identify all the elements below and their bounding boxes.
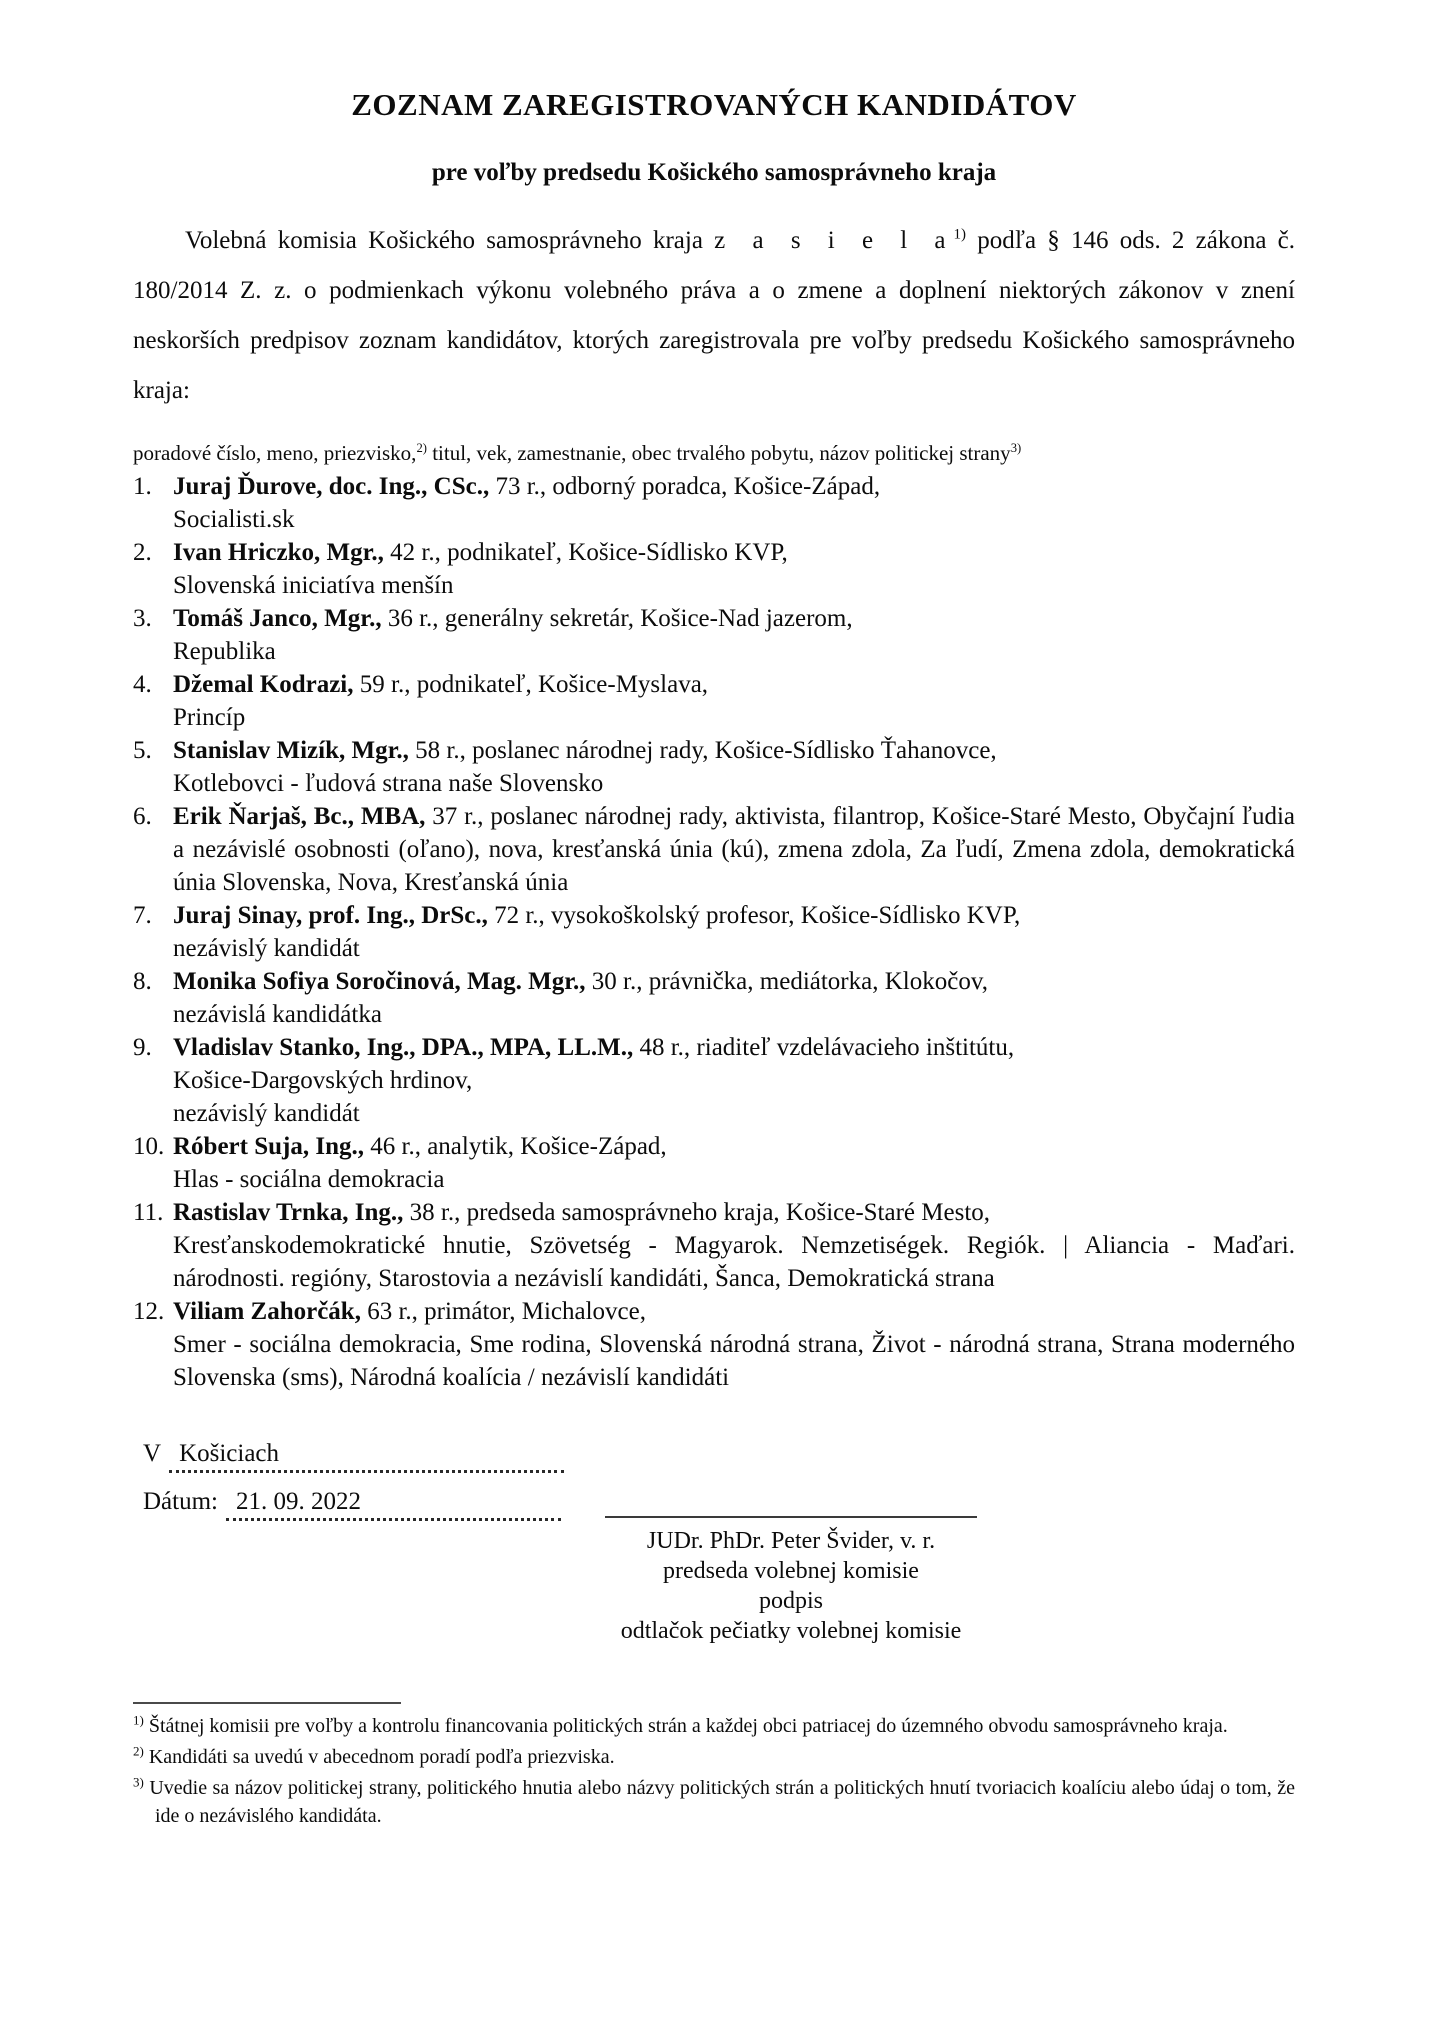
place-line (143, 1440, 605, 1473)
candidate-party-line: Princíp (173, 704, 246, 731)
intro-text-part2: podľa § 146 ods. 2 zákona č. 180/2014 Z. z. o podmienkach výkonu volebného práva a o zmene a doplnení niektorých zákonov v znení neskorších predpisov zoznam kandidátov, ktorých zaregistrovala pre voľby predsedu Košického samosprávneho kraja: (133, 227, 1296, 404)
candidate-item (133, 899, 1295, 965)
footnote-marker: 1) (133, 1712, 144, 1728)
candidate-name: Vladislav Stanko, Ing., DPA., MPA, LL.M., (173, 1034, 634, 1061)
candidate-details: 59 r., podnikateľ, Košice-Myslava, (359, 671, 709, 698)
footnote-list (133, 1712, 1295, 1830)
place-date-block (133, 1440, 605, 1646)
signature-line (605, 1516, 977, 1518)
candidate-item (133, 536, 1295, 602)
intro-paragraph (133, 216, 1295, 416)
candidate-details: 72 r., vysokoškolský profesor, Košice-Sídlisko KVP, (494, 902, 1021, 929)
footnote-ref-2: 2) (416, 441, 427, 455)
candidate-main-line (173, 1031, 1295, 1064)
candidate-details: 30 r., právnička, mediátorka, Klokočov, (591, 968, 988, 995)
candidate-party-line: nezávislý kandidát (173, 935, 360, 962)
footnote-item (133, 1743, 1295, 1771)
candidate-main-line (173, 470, 1295, 503)
footnote-item (133, 1712, 1295, 1740)
candidate-details: 46 r., analytik, Košice-Západ, (370, 1133, 667, 1160)
date-label: Dátum: (143, 1488, 218, 1515)
candidate-entry (173, 800, 1295, 899)
candidate-number: 5. (133, 737, 152, 764)
candidate-entry (173, 1031, 1295, 1130)
candidate-main-line (173, 800, 1295, 899)
candidate-item (133, 1031, 1295, 1130)
candidate-number: 12. (133, 1298, 165, 1325)
footnote-marker: 2) (133, 1743, 144, 1759)
candidate-party-line: Republika (173, 638, 276, 665)
list-header-part2: titul, vek, zamestnanie, obec trvalého pobytu, názov politickej strany (426, 441, 1011, 465)
candidate-number: 6. (133, 803, 152, 830)
signature-block (605, 1440, 977, 1646)
candidate-main-line (173, 899, 1295, 932)
candidate-name: Viliam Zahorčák, (173, 1298, 361, 1325)
closing-section (133, 1440, 1295, 1646)
candidate-details: 42 r., podnikateľ, Košice-Sídlisko KVP, (390, 539, 788, 566)
candidate-details: 37 r., poslanec národnej rady, aktivista, filantrop, Košice-Staré Mesto, Obyčajní ľudia a nezávislé osobnosti (oľano), nova, kresťanská únia (kú), zmena zdola, Za ľudí, Zmena zdola, demokratická únia Slovenska, Nova, Kresťanská únia (173, 803, 1296, 896)
candidate-item (133, 668, 1295, 734)
candidate-name: Ivan Hriczko, Mgr., (173, 539, 384, 566)
candidate-number: 11. (133, 1199, 164, 1226)
candidate-name: Džemal Kodrazi, (173, 671, 354, 698)
candidate-entry (173, 965, 1295, 1031)
candidate-main-line (173, 1196, 1295, 1229)
candidate-entry (173, 1196, 1295, 1295)
candidate-item (133, 470, 1295, 536)
candidate-number: 2. (133, 539, 152, 566)
footnote-separator (133, 1702, 401, 1704)
candidate-party-line: Hlas - sociálna demokracia (173, 1166, 445, 1193)
signature-name: JUDr. PhDr. Peter Švider, v. r. (646, 1528, 936, 1554)
candidate-main-line (173, 536, 1295, 569)
footnote-text: Kandidáti sa uvedú v abecednom poradí podľa priezviska. (148, 1746, 615, 1768)
candidate-details: 63 r., primátor, Michalovce, (367, 1298, 647, 1325)
footnotes-section (133, 1702, 1295, 1830)
candidate-entry (173, 668, 1295, 734)
candidate-number: 9. (133, 1034, 152, 1061)
place-label: V (143, 1440, 162, 1467)
candidate-entry (173, 1130, 1295, 1196)
footnote-ref-1: 1) (953, 226, 967, 243)
page-subtitle: pre voľby predsedu Košického samosprávneho kraja (431, 159, 997, 186)
list-header-part1: poradové číslo, meno, priezvisko, (133, 441, 417, 465)
candidate-entry (173, 536, 1295, 602)
candidate-details: 58 r., poslanec národnej rady, Košice-Sídlisko Ťahanovce, (415, 737, 997, 764)
candidate-item (133, 1196, 1295, 1295)
date-value: 21. 09. 2022 (236, 1488, 361, 1515)
candidate-name: Róbert Suja, Ing., (173, 1133, 364, 1160)
candidate-name: Rastislav Trnka, Ing., (173, 1199, 404, 1226)
candidate-item (133, 1130, 1295, 1196)
candidate-number: 4. (133, 671, 152, 698)
candidate-entry (173, 602, 1295, 668)
candidate-name: Monika Sofiya Soročinová, Mag. Mgr., (173, 968, 586, 995)
intro-spaced-word: z a s i e l a (714, 227, 954, 254)
candidate-number: 7. (133, 902, 152, 929)
candidate-party-line: Kresťanskodemokratické hnutie, Szövetség - Magyarok. Nemzetiségek. Regiók. | Aliancia - Maďari. národnosti. regióny, Starostovia a nezávislí kandidáti, Šanca, Demokratická strana (173, 1232, 1295, 1292)
candidate-party-line: Košice-Dargovských hrdinov, (173, 1067, 473, 1094)
date-line (143, 1488, 605, 1521)
candidate-main-line (173, 668, 1295, 701)
candidate-details: 38 r., predseda samosprávneho kraja, Košice-Staré Mesto, (409, 1199, 991, 1226)
candidate-item (133, 1295, 1295, 1394)
candidate-main-line (173, 734, 1295, 767)
date-dotted-line (226, 1488, 561, 1521)
signature-label-stamp: odtlačok pečiatky volebnej komisie (620, 1618, 962, 1644)
candidate-item (133, 734, 1295, 800)
candidate-main-line (173, 1130, 1295, 1163)
candidate-details: 36 r., generálny sekretár, Košice-Nad jazerom, (387, 605, 853, 632)
candidate-list (133, 470, 1295, 1394)
intro-text-part1: Volebná komisia Košického samosprávneho kraja (185, 227, 703, 254)
candidate-main-line (173, 1295, 1295, 1328)
signature-role: predseda volebnej komisie (663, 1558, 919, 1584)
page-title: ZOZNAM ZAREGISTROVANÝCH KANDIDÁTOV (351, 87, 1077, 122)
candidate-list-header (133, 440, 1295, 466)
signature-label-podpis: podpis (758, 1588, 823, 1614)
candidate-item (133, 800, 1295, 899)
candidate-number: 8. (133, 968, 152, 995)
candidate-name: Juraj Sinay, prof. Ing., DrSc., (173, 902, 488, 929)
place-value: Košiciach (179, 1440, 280, 1467)
candidate-entry (173, 734, 1295, 800)
candidate-name: Juraj Ďurove, doc. Ing., CSc., (173, 473, 490, 500)
candidate-party-line: Smer - sociálna demokracia, Sme rodina, Slovenská národná strana, Život - národná strana, Strana moderného Slovenska (sms), Národná koalícia / nezávislí kandidáti (173, 1331, 1295, 1391)
candidate-entry (173, 470, 1295, 536)
candidate-item (133, 602, 1295, 668)
footnote-ref-3: 3) (1010, 441, 1022, 455)
candidate-main-line (173, 965, 1295, 998)
candidate-number: 3. (133, 605, 152, 632)
candidate-party-line: nezávislá kandidátka (173, 1001, 382, 1028)
footnote-text: Uvedie sa názov politickej strany, politického hnutia alebo názvy politických strán a politických hnutí tvoriacich koalíciu alebo údaj o tom, že ide o nezávislého kandidáta. (149, 1777, 1295, 1827)
candidate-entry (173, 1295, 1295, 1394)
candidate-details: 48 r., riaditeľ vzdelávacieho inštitútu, (639, 1034, 1015, 1061)
candidate-party-line: Slovenská iniciatíva menšín (173, 572, 454, 599)
candidate-party-line: nezávislý kandidát (173, 1100, 360, 1127)
candidate-entry (173, 899, 1295, 965)
footnote-text: Štátnej komisii pre voľby a kontrolu financovania politických strán a každej obci patriacej do územného obvodu samosprávneho kraja. (148, 1715, 1228, 1737)
footnote-item (133, 1774, 1295, 1830)
candidate-main-line (173, 602, 1295, 635)
footnote-marker: 3) (133, 1774, 144, 1790)
candidate-name: Tomáš Janco, Mgr., (173, 605, 382, 632)
candidate-name: Stanislav Mizík, Mgr., (173, 737, 409, 764)
candidate-name: Erik Ňarjaš, Bc., MBA, (173, 803, 426, 830)
candidate-party-line: Kotlebovci - ľudová strana naše Slovensko (173, 770, 604, 797)
candidate-number: 10. (133, 1133, 165, 1160)
place-dotted-line (169, 1440, 564, 1473)
candidate-details: 73 r., odborný poradca, Košice-Západ, (495, 473, 881, 500)
candidate-item (133, 965, 1295, 1031)
candidate-number: 1. (133, 473, 152, 500)
candidate-party-line: Socialisti.sk (173, 506, 295, 533)
